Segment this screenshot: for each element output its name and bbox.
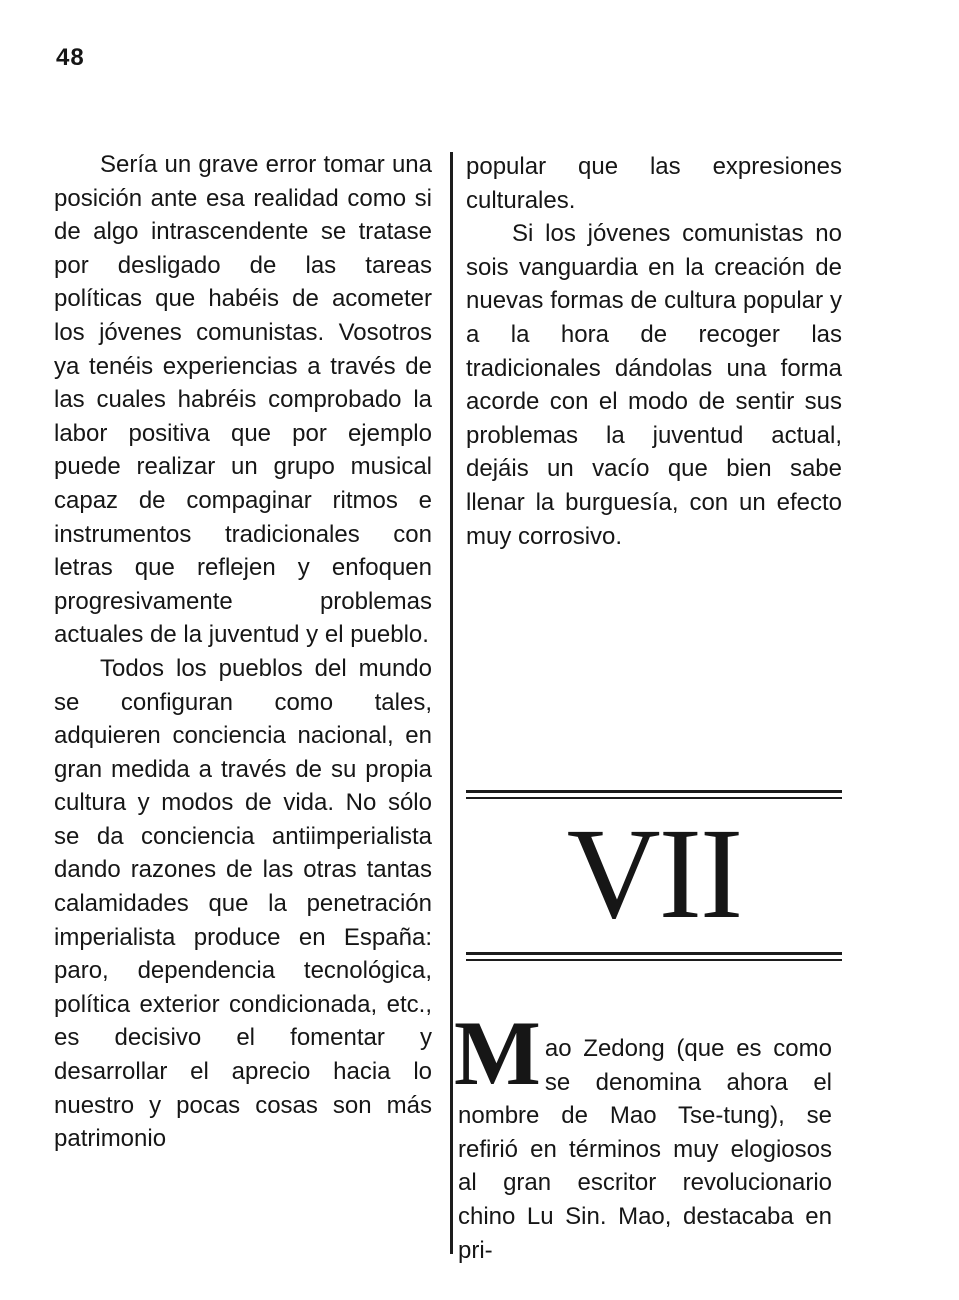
chapter-opening-text: ao Zedong (que es como se denomina ahora el nombre de Mao Tse-tung), se refirió en términos muy elogiosos al gran escritor revolucionario chino Lu Sin. Mao, destacaba en pri- (458, 1035, 832, 1264)
body-paragraph: Todos los pueblos del mundo se configuran como tales, adquieren conciencia nacional, en gran medida a través de su propia cultura y modos de vida. No sólo se da conciencia antiimperialista dando razones de las otras tantas calamidades que la penetración imperialista produce en España: paro, dependencia tecnológica, política exterior condicionada, etc., es decisivo el fomentar y desarrollar el aprecio hacia lo nuestro y pocas cosas son más patrimonio (54, 654, 432, 1153)
body-paragraph: Si los jóvenes comunistas no sois vanguardia en la creación de nuevas formas de cultura popular y a la hora de recoger las tradicionales dándolas una forma acorde con el modo de sentir sus problemas la juventud actual, dejáis un vacío que bien sabe llenar la burguesía, con un efecto muy corrosivo. (466, 220, 842, 550)
body-paragraph: Sería un grave error tomar una posición ante esa realidad como si de algo intrascendente se tratase por desligado de las tareas políticas que habéis de acometer los jóvenes comunistas. Vosotros ya tenéis experiencias a través de las cuales habréis comprobado la labor positiva que por ejemplo puede realizar un grupo musical capaz de compaginar ritmos e instrumentos tradicionales con letras que reflejen y enfoquen progresivamente problemas actuales de la juventud y el pueblo. (54, 151, 432, 649)
continued-paragraph: popular que las expresiones culturales. (466, 153, 842, 214)
page-number: 48 (56, 44, 85, 71)
chapter-rule-top (466, 790, 842, 799)
column-divider (450, 152, 453, 1254)
drop-cap: M (454, 1002, 541, 1104)
right-column (466, 150, 842, 553)
chapter-opening (454, 1002, 832, 1267)
chapter-rule-bottom (466, 952, 842, 961)
left-column (54, 148, 432, 1156)
chapter-heading: VII (566, 802, 742, 946)
